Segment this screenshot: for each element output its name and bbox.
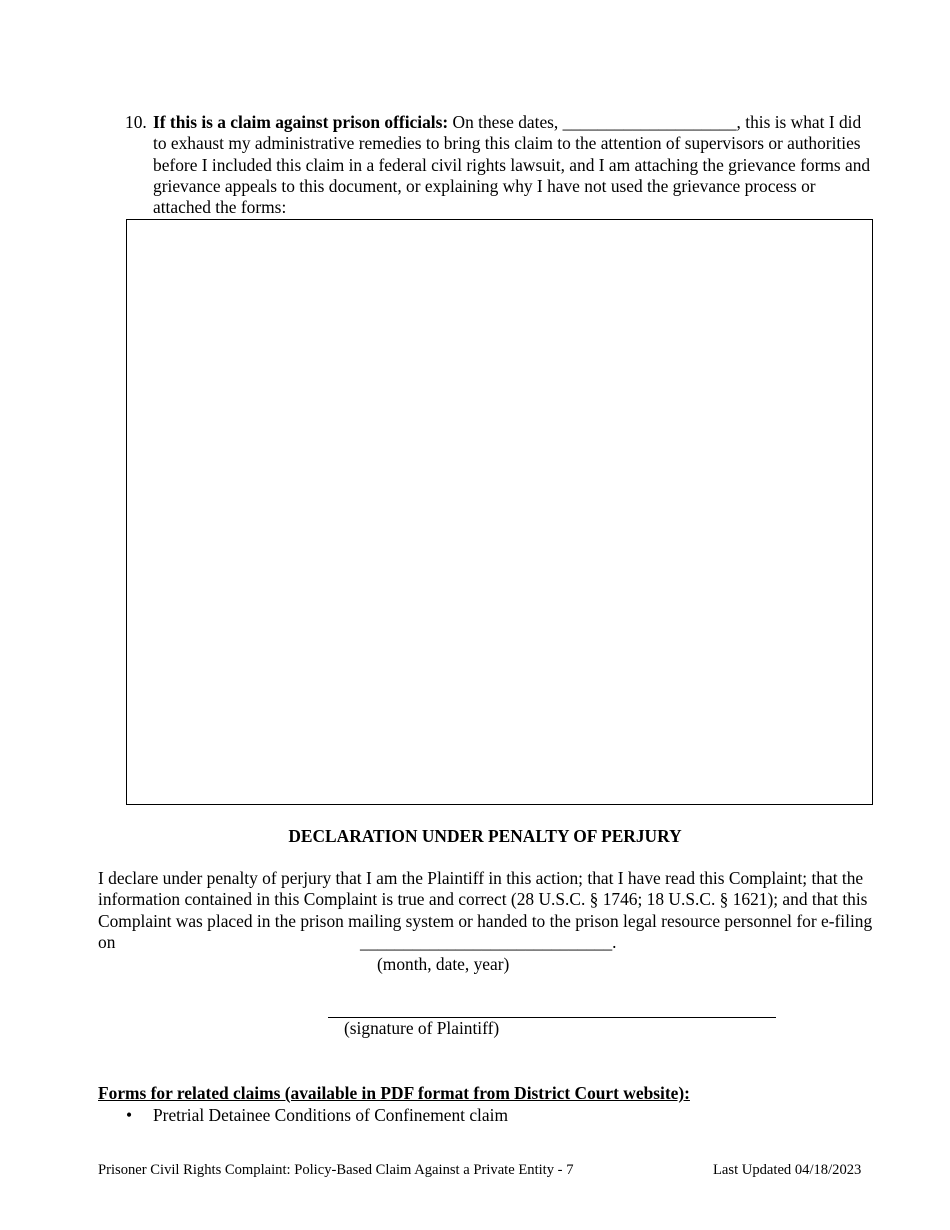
item-10-lead: If this is a claim against prison officials: — [153, 112, 449, 132]
footer-last-updated: Last Updated 04/18/2023 — [713, 1162, 862, 1178]
signature-caption: (signature of Plaintiff) — [344, 1018, 500, 1038]
related-forms-heading: Forms for related claims (available in PDF format from District Court website): — [98, 1083, 690, 1103]
item-number: 10. — [125, 112, 147, 132]
item-10-text-part2: , this is what I did to exhaust my administrative remedies to bring this claim to the attention of supervisors or authorities before I included this claim in a federal civil rights lawsuit, and I am attaching the grievance forms and grievance appeals to this document, or explaining why I have not used the grievance process or attached the forms: — [153, 112, 871, 218]
declaration-text: I declare under penalty of perjury that I am the Plaintiff in this action; that I have read this Complaint; that the information contained in this Complaint is true and correct (28 U.S.C. § 1746; 18 U.S.C. § 1621); and that this Complaint was placed in the prison mailing system or handed to the prison legal resource personnel for e-filing on — [98, 868, 873, 952]
dates-blank: ____________________ — [562, 112, 737, 132]
item-10-text-part1: On these dates, — [448, 112, 563, 132]
exhaustion-response-box[interactable] — [126, 219, 873, 805]
list-item — [98, 1105, 508, 1126]
item-10 — [125, 112, 877, 218]
date-caption: (month, date, year) — [377, 954, 510, 974]
related-forms-list — [98, 1105, 508, 1126]
item-10-text — [153, 112, 877, 218]
list-item-label: Pretrial Detainee Conditions of Confinement claim — [153, 1105, 508, 1125]
footer-title: Prisoner Civil Rights Complaint: Policy-Based Claim Against a Private Entity - 7 — [98, 1162, 574, 1178]
filing-date-blank[interactable]: _____________________________. — [360, 932, 617, 952]
declaration-heading: DECLARATION UNDER PENALTY OF PERJURY — [288, 826, 682, 846]
bullet-icon: • — [126, 1105, 133, 1125]
